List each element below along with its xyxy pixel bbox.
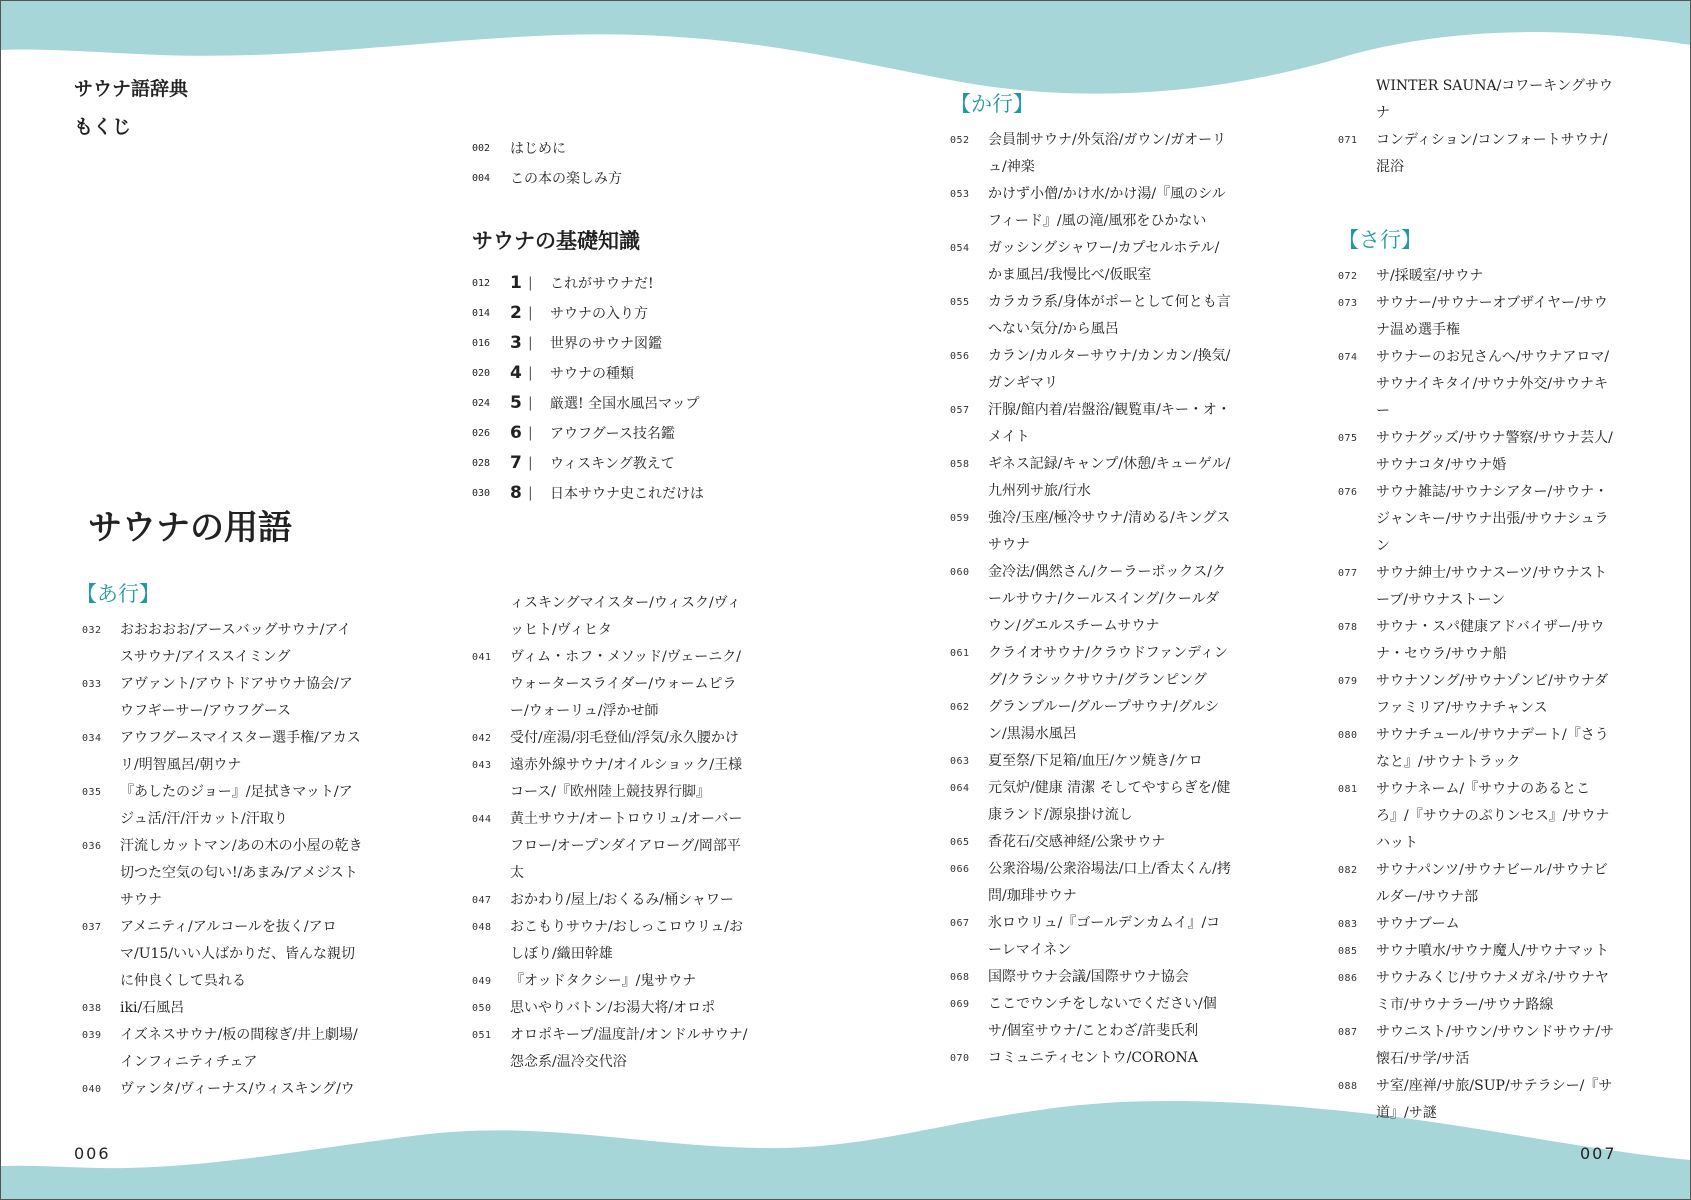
term-entry[interactable]: [1338, 857, 1620, 911]
term-entry[interactable]: [82, 995, 364, 1022]
term-entry[interactable]: [1338, 425, 1620, 479]
terms-column-1: [82, 617, 364, 1103]
entry-page-number: 055: [950, 297, 970, 308]
entry-page-number: 070: [950, 1053, 970, 1064]
toc-item[interactable]: 002 はじめに: [472, 141, 566, 157]
entry-page-number: 079: [1338, 676, 1358, 687]
entry-terms: 『あしたのジョー』/足拭きマット/アジュ活/汗/汗カット/汗取り: [120, 784, 353, 827]
entry-page-number: 053: [950, 189, 970, 200]
entry-page-number: 038: [82, 1003, 102, 1014]
entry-terms: iki/石風呂: [120, 1000, 185, 1016]
entry-page-number: 068: [950, 972, 970, 983]
entry-page-number: 087: [1338, 1027, 1358, 1038]
term-entry[interactable]: [472, 914, 754, 968]
entry-page-number: 056: [950, 351, 970, 362]
entry-terms: 思いやりバトン/お湯大将/オロポ: [510, 1000, 716, 1016]
entry-page-number: 069: [950, 999, 970, 1010]
entry-page-number: 086: [1338, 973, 1358, 984]
term-entry[interactable]: [950, 829, 1232, 856]
term-entry[interactable]: [950, 181, 1232, 235]
term-entry[interactable]: [1338, 263, 1620, 290]
term-entry[interactable]: [950, 910, 1232, 964]
entry-terms: ヴァンタ/ヴィーナス/ウィスキング/ウ: [120, 1081, 355, 1097]
term-entry[interactable]: [82, 833, 364, 914]
entry-page-number: 071: [1338, 135, 1358, 146]
entry-page-number: 032: [82, 625, 102, 636]
entry-terms: グランブルー/グループサウナ/グルシン/黒湯水風呂: [988, 699, 1219, 742]
entry-terms: サウナチュール/サウナデート/『さうなと』/サウナトラック: [1376, 727, 1609, 770]
term-entry[interactable]: [472, 752, 754, 806]
basics-list: [472, 268, 752, 508]
entry-terms: ヴィム・ホフ・メソッド/ヴェーニク/ウォータースライダー/ウォームピラー/ウォーリュ/浮かせ師: [510, 649, 741, 719]
entry-page-number: 075: [1338, 433, 1358, 444]
entry-terms: サウニスト/サウン/サウンドサウナ/サ懐石/サ学/サ活: [1376, 1024, 1615, 1067]
entry-page-number: 080: [1338, 730, 1358, 741]
term-entry[interactable]: [1338, 938, 1620, 965]
entry-page-number: 065: [950, 837, 970, 848]
entry-page-number: 033: [82, 679, 102, 690]
entry-page-number: 057: [950, 405, 970, 416]
entry-terms: 香花石/交感神経/公衆サウナ: [988, 834, 1166, 850]
term-entry[interactable]: [472, 968, 754, 995]
toc-subtitle: もくじ: [74, 116, 132, 138]
toc-item[interactable]: 016 3 | 世界のサウナ図鑑: [472, 333, 662, 353]
entry-page-number: 066: [950, 864, 970, 875]
entry-page-number: 052: [950, 135, 970, 146]
entry-page-number: 082: [1338, 865, 1358, 876]
entry-page-number: 050: [472, 1003, 492, 1014]
term-entry[interactable]: [950, 748, 1232, 775]
entry-terms: サウナ紳士/サウナスーツ/サウナストーブ/サウナストーン: [1376, 565, 1608, 608]
term-entry[interactable]: [472, 644, 754, 725]
entry-terms: 国際サウナ会議/国際サウナ協会: [988, 969, 1189, 985]
continued-entry: WINTER SAUNA/コワーキングサウナ: [1376, 78, 1613, 121]
term-entry[interactable]: [1338, 479, 1620, 560]
term-entry[interactable]: [950, 451, 1232, 505]
entry-terms: 黄土サウナ/オートロウリュ/オーバーフロー/オープンダイアローグ/岡部平太: [510, 811, 743, 881]
term-entry[interactable]: [82, 671, 364, 725]
entry-page-number: 072: [1338, 271, 1358, 282]
entry-page-number: 039: [82, 1030, 102, 1041]
entry-terms: コンディション/コンフォートサウナ/混浴: [1376, 132, 1608, 175]
term-entry[interactable]: [82, 1022, 364, 1076]
page-number-right: 007: [1580, 1144, 1617, 1163]
term-entry[interactable]: [950, 991, 1232, 1045]
entry-terms: 遠赤外線サウナ/オイルショック/王様コース/『欧州陸上競技界行脚』: [510, 757, 743, 800]
terms-column-2: [472, 590, 754, 1076]
entry-terms: おかわり/屋上/おくるみ/桶シャワー: [510, 892, 734, 908]
entry-terms: 夏至祭/下足箱/血圧/ケツ焼き/ケロ: [988, 753, 1203, 769]
page-number-left: 006: [74, 1144, 111, 1163]
term-entry[interactable]: [1338, 722, 1620, 776]
entry-terms: コミュニティセントウ/CORONA: [988, 1050, 1198, 1066]
toc-item[interactable]: 024 5 | 厳選! 全国水風呂マップ: [472, 393, 700, 413]
term-entry[interactable]: [472, 806, 754, 887]
term-entry[interactable]: [950, 640, 1232, 694]
kana-heading-ka: 【か行】: [950, 92, 1034, 116]
term-entry[interactable]: [1338, 614, 1620, 668]
entry-terms: サウナー/サウナーオブザイヤー/サウナ温め選手権: [1376, 295, 1608, 338]
entry-terms: 金冷法/偶然さん/クーラーボックス/クールサウナ/クールスイング/クールダウン/グエルスチームサウナ: [988, 564, 1227, 634]
entry-terms: 受付/産湯/羽毛登仙/浮気/永久腰かけ: [510, 730, 739, 746]
term-entry[interactable]: [1338, 668, 1620, 722]
entry-terms: サウナ・スパ健康アドバイザー/サウナ・セウラ/サウナ船: [1376, 619, 1605, 662]
term-entry[interactable]: [950, 505, 1232, 559]
term-entry[interactable]: [1338, 127, 1620, 181]
entry-page-number: 059: [950, 513, 970, 524]
entry-page-number: 042: [472, 733, 492, 744]
entry-page-number: 060: [950, 567, 970, 578]
entry-terms: 元気炉/健康 清潔 そしてやすらぎを/健康ランド/源泉掛け流し: [988, 780, 1231, 823]
entry-terms: 会員制サウナ/外気浴/ガウン/ガオーリュ/神楽: [988, 132, 1227, 175]
entry-terms: ここでウンチをしないでください/個サ/個室サウナ/ことわざ/許斐氏利: [988, 996, 1217, 1039]
entry-page-number: 043: [472, 760, 492, 771]
term-entry[interactable]: [82, 779, 364, 833]
toc-item[interactable]: 030 8 | 日本サウナ史これだけは: [472, 483, 704, 503]
terms-column-3: [950, 127, 1232, 1072]
entry-page-number: 064: [950, 783, 970, 794]
term-entry[interactable]: [950, 1045, 1232, 1072]
term-entry[interactable]: [472, 887, 754, 914]
entry-terms: おこもりサウナ/おしっこロウリュ/おしぼり/織田幹雄: [510, 919, 744, 962]
entry-terms: カラン/カルターサウナ/カンカン/換気/ガンギマリ: [988, 348, 1231, 391]
entry-terms: かけず小僧/かけ水/かけ湯/『風のシルフィード』/風の滝/風邪をひかない: [988, 186, 1226, 229]
entry-terms: サ/採暖室/サウナ: [1376, 268, 1484, 284]
term-entry[interactable]: [1338, 965, 1620, 1019]
entry-terms: サウナみくじ/サウナメガネ/サウナヤミ市/サウナラー/サウナ路線: [1376, 970, 1609, 1013]
entry-terms: カラカラ系/身体がポーとして何とも言へない気分/から風呂: [988, 294, 1231, 337]
entry-page-number: 049: [472, 976, 492, 987]
term-entry[interactable]: [472, 995, 754, 1022]
entry-terms: ギネス記録/キャンプ/休憩/キューゲル/九州列サ旅/行水: [988, 456, 1231, 499]
entry-terms: 『オッドタクシー』/鬼サウナ: [510, 973, 697, 989]
term-entry[interactable]: [82, 617, 364, 671]
term-entry[interactable]: [950, 397, 1232, 451]
entry-terms: 氷ロウリュ/『ゴールデンカムイ』/コーレマイネン: [988, 915, 1221, 958]
entry-terms: 強冷/玉座/極冷サウナ/清める/キングスサウナ: [988, 510, 1231, 553]
entry-terms: アヴァント/アウトドアサウナ協会/アウフギーサー/アウフグース: [120, 676, 353, 719]
entry-page-number: 051: [472, 1030, 492, 1041]
term-entry[interactable]: [1338, 776, 1620, 857]
term-entry[interactable]: [1338, 1073, 1620, 1127]
entry-terms: サウナネーム/『サウナのあるところ』/『サウナのぷりンセス』/サウナハット: [1376, 781, 1610, 851]
term-entry[interactable]: [950, 343, 1232, 397]
entry-page-number: 078: [1338, 622, 1358, 633]
entry-page-number: 067: [950, 918, 970, 929]
term-entry[interactable]: [82, 1076, 364, 1103]
entry-page-number: 062: [950, 702, 970, 713]
entry-page-number: 048: [472, 922, 492, 933]
intro-list: [472, 133, 722, 193]
entry-terms: ガッシングシャワー/カプセルホテル/かま風呂/我慢比べ/仮眠室: [988, 240, 1220, 283]
entry-page-number: 076: [1338, 487, 1358, 498]
term-entry[interactable]: [1338, 560, 1620, 614]
entry-terms: 公衆浴場/公衆浴場法/口上/香太くん/拷問/珈琲サウナ: [988, 861, 1231, 904]
entry-terms: サウナ噴水/サウナ魔人/サウナマット: [1376, 943, 1609, 959]
entry-page-number: 081: [1338, 784, 1358, 795]
entry-page-number: 036: [82, 841, 102, 852]
terms-heading: サウナの用語: [88, 508, 292, 548]
term-entry[interactable]: [950, 289, 1232, 343]
entry-terms: サウナブーム: [1376, 916, 1460, 932]
entry-page-number: 077: [1338, 568, 1358, 579]
term-entry[interactable]: [950, 775, 1232, 829]
term-entry[interactable]: [1338, 1019, 1620, 1073]
term-entry[interactable]: [950, 964, 1232, 991]
term-entry[interactable]: [950, 559, 1232, 640]
term-entry[interactable]: [1338, 344, 1620, 425]
entry-terms: サウナソング/サウナゾンビ/サウナダファミリア/サウナチャンス: [1376, 673, 1609, 716]
term-entry[interactable]: [950, 235, 1232, 289]
entry-page-number: 085: [1338, 946, 1358, 957]
toc-item[interactable]: 012 1 | これがサウナだ!: [472, 273, 654, 293]
terms-column-4a: [1338, 73, 1620, 181]
entry-page-number: 073: [1338, 298, 1358, 309]
entry-page-number: 034: [82, 733, 102, 744]
entry-terms: サウナグッズ/サウナ警察/サウナ芸人/サウナコタ/サウナ婚: [1376, 430, 1613, 473]
entry-page-number: 083: [1338, 919, 1358, 930]
term-entry[interactable]: [950, 694, 1232, 748]
entry-page-number: 044: [472, 814, 492, 825]
term-entry[interactable]: [472, 725, 754, 752]
entry-page-number: 047: [472, 895, 492, 906]
entry-terms: サウナーのお兄さんへ/サウナアロマ/サウナイキタイ/サウナ外交/サウナキー: [1376, 349, 1610, 419]
entry-page-number: 040: [82, 1084, 102, 1095]
terms-column-4b: [1338, 263, 1620, 1127]
entry-terms: アメニティ/アルコールを抜く/アロマ/U15/いい人ばかりだ、皆んな親切に仲良くして呉れる: [120, 919, 356, 989]
entry-page-number: 058: [950, 459, 970, 470]
term-entry[interactable]: [950, 856, 1232, 910]
entry-page-number: 037: [82, 922, 102, 933]
term-entry[interactable]: [82, 914, 364, 995]
entry-terms: オロポキープ/温度計/オンドルサウナ/怨念系/温冷交代浴: [510, 1027, 748, 1070]
entry-page-number: 041: [472, 652, 492, 663]
toc-item[interactable]: 020 4 | サウナの種類: [472, 363, 634, 383]
book-title: サウナ語辞典: [74, 78, 189, 100]
entry-terms: 汗流しカットマン/あの木の小屋の乾き切つた空気の匂い!/あまみ/アメジストサウナ: [120, 838, 363, 908]
term-entry[interactable]: [1338, 911, 1620, 938]
kana-heading-a: 【あ行】: [76, 582, 160, 606]
toc-item[interactable]: 014 2 | サウナの入り方: [472, 303, 648, 323]
term-entry[interactable]: [1338, 290, 1620, 344]
entry-terms: サウナ雑誌/サウナシアター/サウナ・ジャンキー/サウナ出張/サウナシュラン: [1376, 484, 1609, 554]
continued-entry: ィスキングマイスター/ウィスク/ヴィッヒト/ヴィヒタ: [510, 595, 741, 638]
entry-terms: おおおおお/アースバッグサウナ/アイスサウナ/アイススイミング: [120, 622, 352, 665]
entry-page-number: 035: [82, 787, 102, 798]
term-entry[interactable]: [82, 725, 364, 779]
entry-page-number: 061: [950, 648, 970, 659]
entry-terms: 汗腺/館内着/岩盤浴/観覧車/キー・オ・メイト: [988, 402, 1231, 445]
entry-terms: サ室/座禅/サ旅/SUP/サテラシー/『サ道』/サ謎: [1376, 1078, 1613, 1121]
term-entry[interactable]: [950, 127, 1232, 181]
kana-heading-sa: 【さ行】: [1338, 228, 1422, 252]
entry-terms: アウフグースマイスター選手権/アカスリ/明智風呂/朝ウナ: [120, 730, 361, 773]
entry-page-number: 088: [1338, 1081, 1358, 1092]
entry-terms: サウナパンツ/サウナビール/サウナビルダー/サウナ部: [1376, 862, 1608, 905]
entry-page-number: 054: [950, 243, 970, 254]
entry-page-number: 074: [1338, 352, 1358, 363]
toc-item[interactable]: 026 6 | アウフグース技名鑑: [472, 423, 675, 443]
toc-item[interactable]: 004 この本の楽しみ方: [472, 171, 622, 187]
basics-heading: サウナの基礎知識: [472, 228, 640, 253]
term-entry[interactable]: [472, 1022, 754, 1076]
toc-item[interactable]: 028 7 | ウィスキング教えて: [472, 453, 675, 473]
entry-page-number: 063: [950, 756, 970, 767]
entry-terms: クライオサウナ/クラウドファンディング/クラシックサウナ/グランピング: [988, 645, 1229, 688]
entry-terms: イズネスサウナ/板の間稼ぎ/井上劇場/インフィニティチェア: [120, 1027, 358, 1070]
